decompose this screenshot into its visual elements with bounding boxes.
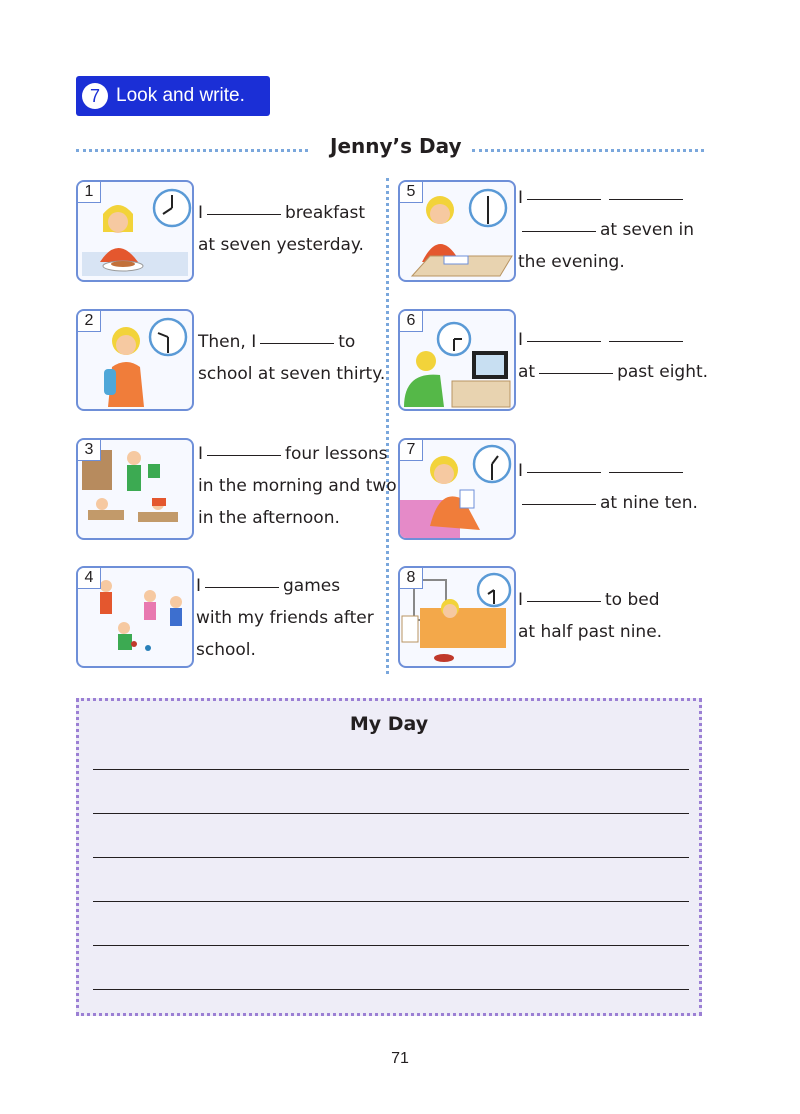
card-number: 8 <box>400 568 423 589</box>
sentence-text: at seven in <box>600 220 694 240</box>
sentence-text: past eight. <box>617 362 709 382</box>
dotted-rule-right <box>472 149 704 152</box>
picture-card-8 <box>398 566 516 668</box>
sentence-4 <box>196 570 374 666</box>
sentence-6 <box>518 324 708 388</box>
sentence-text: I <box>518 590 524 610</box>
sentence-line <box>198 438 397 470</box>
writing-line[interactable] <box>93 901 689 902</box>
card-number: 3 <box>78 440 101 461</box>
sentence-text: I <box>518 330 524 350</box>
picture-card-6 <box>398 309 516 411</box>
sentence-text: I <box>198 203 204 223</box>
picture-card-3 <box>76 438 194 540</box>
sentence-text: Then, I <box>198 332 257 352</box>
answer-blank[interactable] <box>609 340 683 342</box>
writing-line[interactable] <box>93 945 689 946</box>
sentence-7 <box>518 455 698 519</box>
sentence-line <box>518 356 708 388</box>
card-number: 6 <box>400 311 423 332</box>
answer-blank[interactable] <box>527 600 601 602</box>
sentence-line <box>198 358 385 390</box>
picture-card-4 <box>76 566 194 668</box>
sentence-line <box>518 616 662 648</box>
sentence-5 <box>518 182 694 278</box>
picture-card-5 <box>398 180 516 282</box>
sentence-text: I <box>198 444 204 464</box>
sentence-text: at <box>518 362 536 382</box>
sentence-line <box>198 470 397 502</box>
answer-blank[interactable] <box>609 198 683 200</box>
sentence-text: I <box>518 461 524 481</box>
sentence-2 <box>198 326 385 390</box>
sentence-line <box>518 487 698 519</box>
answer-blank[interactable] <box>205 586 279 588</box>
sentence-line <box>198 229 365 261</box>
sentence-text: to bed <box>605 590 660 610</box>
sentence-text: games <box>283 576 341 596</box>
sentence-line <box>518 214 694 246</box>
sentence-3 <box>198 438 397 534</box>
writing-line[interactable] <box>93 989 689 990</box>
sentence-8 <box>518 584 662 648</box>
my-day-writing-box <box>76 698 702 1016</box>
answer-blank[interactable] <box>207 454 281 456</box>
sentence-line <box>518 324 708 356</box>
picture-card-2 <box>76 309 194 411</box>
sentence-line <box>196 570 374 602</box>
writing-line[interactable] <box>93 857 689 858</box>
sentence-text: breakfast <box>285 203 366 223</box>
my-day-title: My Day <box>349 713 429 735</box>
card-number: 2 <box>78 311 101 332</box>
sentence-text: I <box>196 576 202 596</box>
answer-blank[interactable] <box>207 213 281 215</box>
sentence-text: with my friends after <box>196 608 374 628</box>
answer-blank[interactable] <box>260 342 334 344</box>
sentence-text: at half past nine. <box>518 622 663 642</box>
sentence-text: school. <box>196 640 256 660</box>
exercise-number: 7 <box>82 83 108 109</box>
section-title: Jenny’s Day <box>330 134 462 158</box>
answer-blank[interactable] <box>522 230 596 232</box>
exercise-badge <box>76 76 270 116</box>
sentence-line <box>198 326 385 358</box>
sentence-text: I <box>518 188 524 208</box>
page-number: 71 <box>391 1050 409 1067</box>
picture-card-7 <box>398 438 516 540</box>
sentence-text: in the afternoon. <box>198 508 340 528</box>
dotted-rule-left <box>76 149 308 152</box>
sentence-line <box>518 182 694 214</box>
sentence-text: at seven yesterday. <box>198 235 364 255</box>
sentence-line <box>196 634 374 666</box>
sentence-line <box>198 197 365 229</box>
answer-blank[interactable] <box>527 340 601 342</box>
section-title-row <box>76 132 704 162</box>
sentence-text: school at seven thirty. <box>198 364 386 384</box>
writing-line[interactable] <box>93 769 689 770</box>
sentence-line <box>518 455 698 487</box>
answer-blank[interactable] <box>522 503 596 505</box>
sentence-text: to <box>338 332 356 352</box>
answer-blank[interactable] <box>609 471 683 473</box>
exercise-instruction: Look and write. <box>116 85 245 106</box>
sentence-text: in the morning and two <box>198 476 397 496</box>
answer-blank[interactable] <box>539 372 613 374</box>
answer-blank[interactable] <box>527 198 601 200</box>
column-divider <box>386 178 389 674</box>
card-number: 4 <box>78 568 101 589</box>
sentence-text: at nine ten. <box>600 493 698 513</box>
sentence-line <box>518 246 694 278</box>
answer-blank[interactable] <box>527 471 601 473</box>
writing-line[interactable] <box>93 813 689 814</box>
card-number: 7 <box>400 440 423 461</box>
sentence-text: the evening. <box>518 252 625 272</box>
sentence-line <box>196 602 374 634</box>
picture-card-1 <box>76 180 194 282</box>
sentence-line <box>518 584 662 616</box>
sentence-1 <box>198 197 365 261</box>
card-number: 1 <box>78 182 101 203</box>
sentence-text: four lessons <box>285 444 388 464</box>
sentence-line <box>198 502 397 534</box>
card-number: 5 <box>400 182 423 203</box>
